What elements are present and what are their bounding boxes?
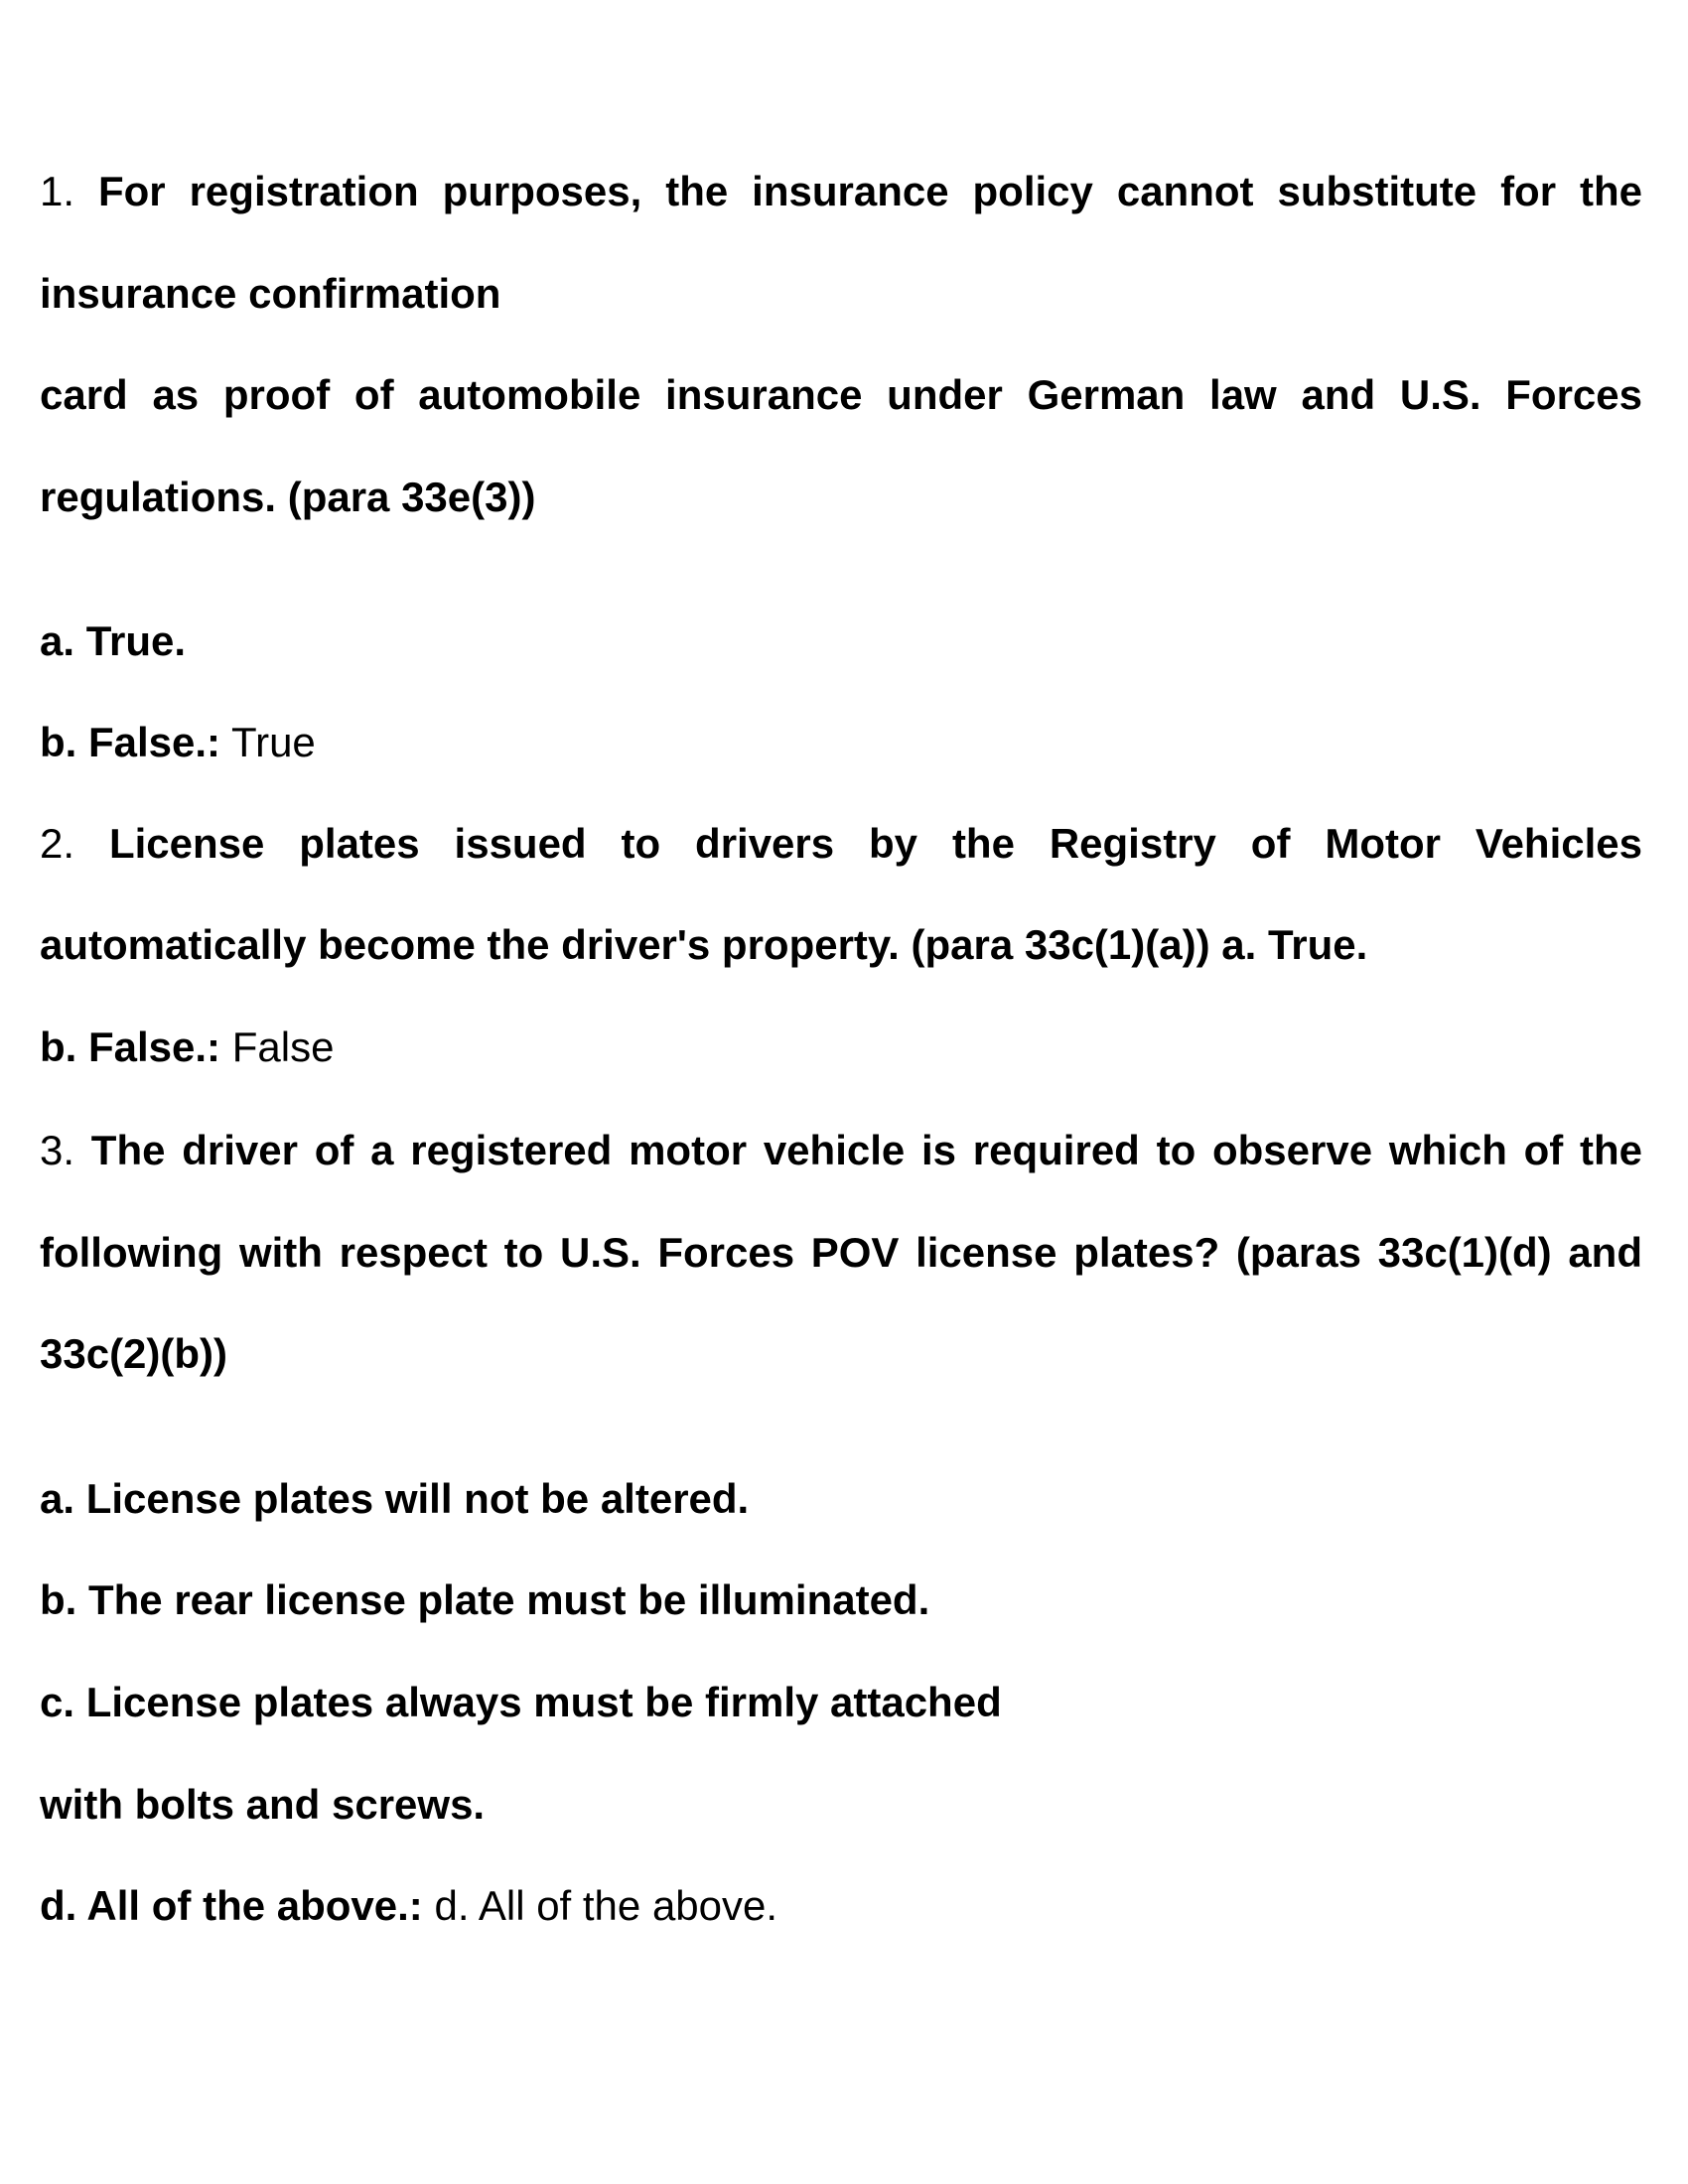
q3-option-d-line xyxy=(40,1880,1642,1932)
q3-option-d: d. All of the above.: xyxy=(40,1882,423,1929)
q1-number: 1. xyxy=(40,168,75,214)
q1-line-2: insurance confirmation xyxy=(40,270,501,317)
q3-option-c-1: c. License plates always must be firmly attached xyxy=(40,1679,1002,1725)
q3-line-1 xyxy=(40,1125,1642,1176)
q3-option-b: b. The rear license plate must be illuminated. xyxy=(40,1576,930,1623)
q2-line-2: automatically become the driver's property. (para 33c(1)(a)) a. True. xyxy=(40,921,1368,968)
q3-option-c-2: with bolts and screws. xyxy=(40,1781,486,1828)
q2-number: 2. xyxy=(40,820,75,867)
q1-line-1 xyxy=(40,166,1642,217)
q2-line-1 xyxy=(40,818,1642,870)
q3-answer: d. All of the above. xyxy=(434,1882,778,1929)
q1-line-4: regulations. (para 33e(3)) xyxy=(40,474,536,520)
q1-line-3: card as proof of automobile insurance under German law and U.S. Forces xyxy=(40,371,1642,418)
q3-line-3: 33c(2)(b)) xyxy=(40,1330,228,1377)
q2-option-b: b. False.: xyxy=(40,1024,221,1070)
q3-option-a: a. License plates will not be altered. xyxy=(40,1475,750,1522)
q3-number: 3. xyxy=(40,1127,75,1173)
q3-line-2: following with respect to U.S. Forces POV license plates? (paras 33c(1)(d) and xyxy=(40,1229,1642,1276)
q1-answer: True xyxy=(230,719,316,765)
q2-answer: False xyxy=(231,1024,335,1070)
q2-option-b-line xyxy=(40,1022,1642,1073)
q3-text-1: The driver of a registered motor vehicle is required to observe which of the xyxy=(90,1127,1643,1173)
q1-option-b: b. False.: xyxy=(40,719,221,765)
q1-option-a: a. True. xyxy=(40,617,187,664)
q1-option-b-line xyxy=(40,717,1642,768)
q2-text-1: License plates issued to drivers by the Registry of Motor Vehicles xyxy=(108,820,1642,867)
q1-text-1: For registration purposes, the insurance policy cannot substitute for the xyxy=(97,168,1643,214)
